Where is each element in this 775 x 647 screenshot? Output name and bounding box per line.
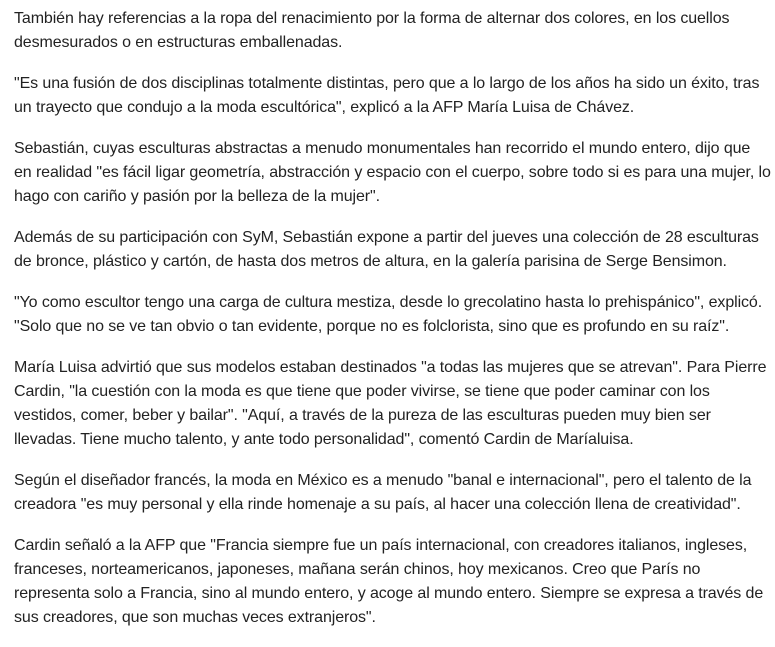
article-body <box>14 7 772 647</box>
paragraph-exhibition: Además de su participación con SyM, Sebastián expone a partir del jueves una colección de 28 esculturas de bronce, plástico y cartón, de hasta dos metros de altura, en la galería parisina de Serge Bensimon. <box>14 229 759 270</box>
paragraph-sebastian-geometry: Sebastián, cuyas esculturas abstractas a menudo monumentales han recorrido el mundo entero, dijo que en realidad "es fácil ligar geometría, abstracción y espacio con el cuerpo, sobre todo si es para una mujer, lo hago con cariño y pasión por la belleza de la mujer". <box>14 140 771 205</box>
paragraph-mexico-fashion: Según el diseñador francés, la moda en México es a menudo "banal e internacional", pero el talento de la creadora "es muy personal y ella rinde homenaje a su país, al hacer una colección llena de creatividad". <box>14 472 752 513</box>
paragraph-france-international: Cardin señaló a la AFP que "Francia siempre fue un país internacional, con creadores italianos, ingleses, franceses, norteamericanos, japoneses, mañana serán chinos, hoy mexicanos. Creo que París no representa solo a Francia, sino al mundo entero, y acoge al mundo entero. Siempre se expresa a través de sus creadores, que son muchas veces extranjeros". <box>14 537 764 626</box>
paragraph-renaissance-references: También hay referencias a la ropa del renacimiento por la forma de alternar dos colores, en los cuellos desmesurados o en estructuras emballenadas. <box>14 10 730 51</box>
paragraph-fusion-quote: "Es una fusión de dos disciplinas totalmente distintas, pero que a lo largo de los años ha sido un éxito, tras un trayecto que condujo a la moda escultórica", explicó a la AFP María Luisa de Chávez. <box>14 75 760 116</box>
paragraph-mestizo-culture: "Yo como escultor tengo una carga de cultura mestiza, desde lo grecolatino hasta lo prehispánico", explicó. "Solo que no se ve tan obvio o tan evidente, porque no es folclorista, sino que es profundo en su raíz". <box>14 294 763 335</box>
paragraph-cardin-comment: María Luisa advirtió que sus modelos estaban destinados "a todas las mujeres que se atrevan". Para Pierre Cardin, "la cuestión con la moda es que tiene que poder vivirse, se tiene que poder caminar con los vestidos, comer, beber y bailar". "Aquí, a través de la pureza de las esculturas pueden muy bien ser llevadas. Tiene mucho talento, y ante todo personalidad", comentó Cardin de Maríaluisa. <box>14 359 767 448</box>
